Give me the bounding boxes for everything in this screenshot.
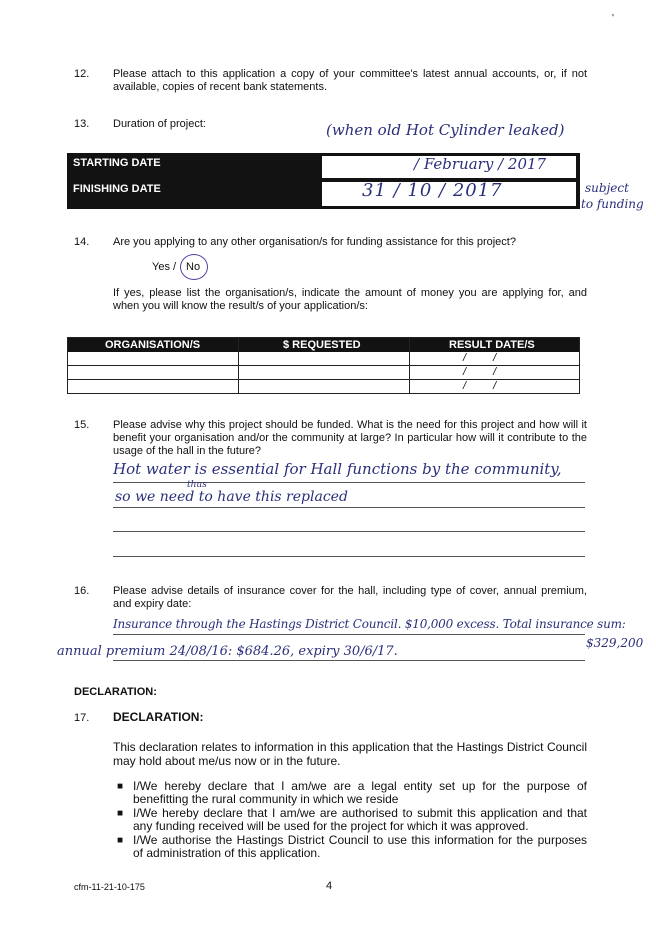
- answer-rule: [113, 660, 585, 661]
- q16-answer-line2: annual premium 24/08/16: $684.26, expiry 30/6/17.: [57, 644, 398, 659]
- finishing-date-field[interactable]: [322, 182, 576, 206]
- q16-number: 16.: [74, 585, 90, 597]
- declaration-bullet-text: I/We hereby declare that I am/we are a legal entity set up for the purpose of benefitting the rural community in which we reside: [133, 779, 587, 806]
- bullet-icon: ■: [117, 808, 124, 819]
- page-number: 4: [326, 880, 333, 892]
- declaration-bullet-text: I/We hereby declare that I am/we are authorised to submit this application and that any funding received will be used for the project for which it was approved.: [133, 806, 587, 833]
- q17-number: 17.: [74, 712, 90, 724]
- bullet-icon: ■: [117, 781, 124, 792]
- answer-rule: [113, 482, 585, 483]
- declaration-heading: DECLARATION:: [74, 686, 157, 698]
- header-requested: $ REQUESTED: [283, 339, 361, 351]
- answer-rule: [113, 556, 585, 557]
- q15-answer-line1: Hot water is essential for Hall functions by the community,: [113, 460, 562, 478]
- col-divider: [409, 338, 410, 393]
- starting-date-label: STARTING DATE: [73, 157, 161, 169]
- q14-text: Are you applying to any other organisation/s for funding assistance for this project?: [113, 236, 516, 248]
- bullet-icon: ■: [117, 835, 124, 846]
- yes-option[interactable]: Yes /: [152, 261, 177, 273]
- q12-number: 12.: [74, 68, 90, 80]
- q16-text: Please advise details of insurance cover for the hall, including type of cover, annual premium, and expiry date:: [113, 585, 587, 610]
- q13-handwritten-note: (when old Hot Cylinder leaked): [326, 121, 565, 139]
- no-option[interactable]: No: [186, 261, 201, 273]
- starting-date-field[interactable]: [322, 156, 576, 178]
- finishing-date-value: 31 / 10 / 2017: [362, 180, 503, 201]
- q15-answer-insert: thus: [187, 480, 207, 490]
- q15-answer-line2-b: have this replaced: [217, 489, 348, 505]
- table-cell-date[interactable]: / /: [463, 352, 509, 364]
- declaration-intro: This declaration relates to information in this application that the Hastings District Council may hold about me/us now or in the future.: [113, 740, 587, 768]
- answer-rule: [113, 507, 585, 508]
- project-dates-table: [67, 153, 580, 209]
- q13-text: Duration of project:: [113, 118, 206, 130]
- starting-date-value: / February / 2017: [414, 155, 547, 173]
- q15-text: Please advise why this project should be funded. What is the need for this project and how will it benefit your organisation and/or the community at large? In particular how will it contribute to the usage of the hall in the future?: [113, 419, 587, 457]
- footer-code: cfm-11-21-10-175: [74, 882, 145, 892]
- q16-answer-line1: Insurance through the Hastings District Council. $10,000 excess. Total insurance sum:: [113, 617, 626, 631]
- q15-answer-line2: [115, 491, 348, 504]
- corner-mark: ': [612, 13, 614, 24]
- declaration-bullet-text: I/We authorise the Hastings District Council to use this information for the purposes of administration of this application.: [133, 833, 587, 860]
- table-cell-date[interactable]: / /: [463, 380, 509, 392]
- q15-number: 15.: [74, 419, 90, 431]
- q13-number: 13.: [74, 118, 90, 130]
- header-result-date: RESULT DATE/S: [449, 339, 535, 351]
- side-note-line2: to funding: [581, 197, 644, 211]
- col-divider: [238, 338, 239, 393]
- declaration-subheading: DECLARATION:: [113, 710, 204, 724]
- funding-table: [67, 337, 580, 394]
- answer-rule: [113, 531, 585, 532]
- header-organisation: ORGANISATION/S: [105, 339, 201, 351]
- finishing-date-label: FINISHING DATE: [73, 183, 161, 195]
- q14-number: 14.: [74, 236, 90, 248]
- side-note-line1: subject: [585, 181, 629, 195]
- q15-answer-line2-a: so we need to: [115, 489, 213, 505]
- q16-answer-sum: $329,200: [586, 636, 644, 650]
- table-cell-date[interactable]: / /: [463, 366, 509, 378]
- q14-followup: If yes, please list the organisation/s, indicate the amount of money you are applying for, and when you will know the result/s of your application/s:: [113, 287, 587, 312]
- answer-rule: [113, 634, 585, 635]
- q12-text: Please attach to this application a copy of your committee's latest annual accounts, or, if not available, copies of recent bank statements.: [113, 68, 587, 93]
